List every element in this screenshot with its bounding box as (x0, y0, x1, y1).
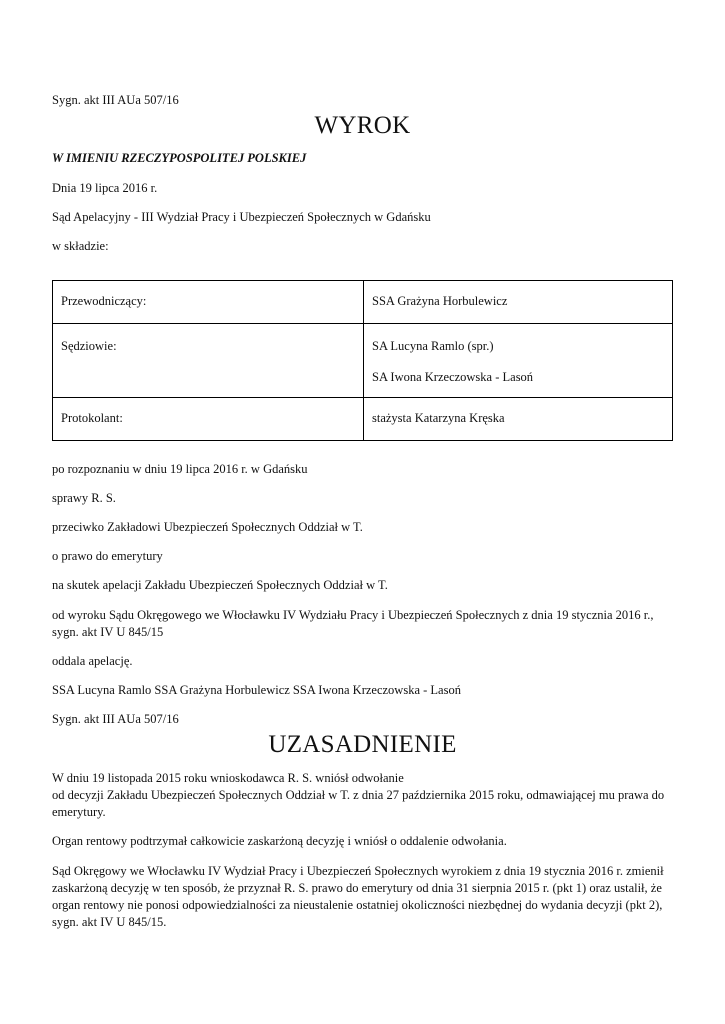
justification-para1-line1: W dniu 19 listopada 2015 roku wnioskodawca R. S. wniósł odwołanie (52, 771, 404, 785)
panel-row-chair (53, 281, 673, 324)
justification-para2: Organ rentowy podtrzymał całkowicie zaskarżoną decyzję i wniósł o oddalenie odwołania. (52, 834, 507, 848)
court-name: Sąd Apelacyjny - III Wydział Pracy i Ubezpieczeń Społecznych w Gdańsku (52, 210, 431, 224)
verdict-title: WYROK (314, 112, 411, 139)
against-line: przeciwko Zakładowi Ubezpieczeń Społecznych Oddział w T. (52, 520, 363, 534)
signatures-line: SSA Lucyna Ramlo SSA Grażyna Horbulewicz SSA Iwona Krzeczowska - Lasoń (52, 683, 461, 697)
panel-row-judges (53, 324, 673, 398)
panel-name: SA Lucyna Ramlo (spr.) (372, 339, 494, 353)
panel-row-clerk (53, 398, 673, 441)
panel-role: Sędziowie: (61, 339, 117, 353)
panel-role-cell (53, 398, 364, 441)
panel-role: Przewodniczący: (61, 294, 147, 308)
panel-role-cell (53, 281, 364, 324)
appeal-line: na skutek apelacji Zakładu Ubezpieczeń Społecznych Oddział w T. (52, 578, 388, 592)
panel-role: Protokolant: (61, 411, 123, 425)
panel-names-cell (364, 324, 673, 398)
panel-name: SA Iwona Krzeczowska - Lasoń (372, 370, 534, 384)
panel-name: stażysta Katarzyna Kręska (372, 411, 505, 425)
panel-names-cell (364, 398, 673, 441)
panel-role-cell (53, 324, 364, 398)
case-signature-top: Sygn. akt III AUa 507/16 (52, 93, 179, 107)
verdict-date: Dnia 19 lipca 2016 r. (52, 181, 158, 195)
judgment-reference: od wyroku Sądu Okręgowego we Włocławku IV Wydziału Pracy i Ubezpieczeń Społecznych z dnia 19 stycznia 2016 r., sygn. akt IV U 845/15 (52, 608, 654, 639)
composition-label: w składzie: (52, 239, 109, 253)
justification-para1-rest: od decyzji Zakładu Ubezpieczeń Społecznych Oddział w T. z dnia 27 października 2015 roku, odmawiającej mu prawa do emerytury. (52, 788, 665, 819)
justification-para3: Sąd Okręgowy we Włocławku IV Wydział Pracy i Ubezpieczeń Społecznych wyrokiem z dnia 19 stycznia 2016 r. zmienił zaskarżoną decyzję w ten sposób, że przyznał R. S. prawo do emerytury od dnia 31 sierpnia 2015 r. (pkt 1) oraz ustalił, że organ rentowy nie ponosi odpowiedzialności za nieustalenie ostatniej okoliczności niezbędnej do wydania decyzji (pkt 2), sygn. akt IV U 845/15. (52, 864, 664, 929)
court-panel-table (52, 280, 673, 441)
panel-name: SSA Grażyna Horbulewicz (372, 294, 508, 308)
justification-title: UZASADNIENIE (268, 731, 457, 758)
subject-line: o prawo do emerytury (52, 549, 163, 563)
case-party-line: sprawy R. S. (52, 491, 116, 505)
case-signature-bottom: Sygn. akt III AUa 507/16 (52, 712, 179, 726)
hearing-line: po rozpoznaniu w dniu 19 lipca 2016 r. w Gdańsku (52, 462, 308, 476)
verdict-subtitle: W IMIENIU RZECZYPOSPOLITEJ POLSKIEJ (52, 151, 307, 165)
panel-names-cell (364, 281, 673, 324)
decision-line: oddala apelację. (52, 654, 133, 668)
